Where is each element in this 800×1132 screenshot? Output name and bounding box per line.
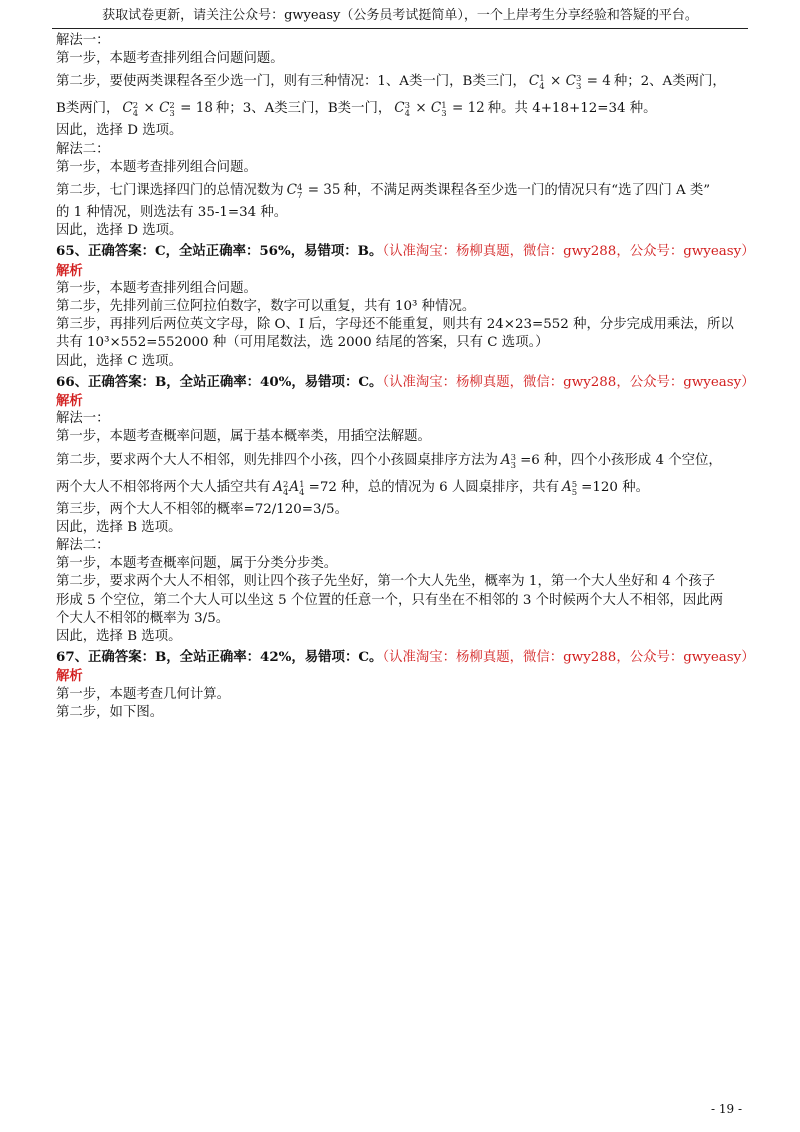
- page-header: 获取试卷更新，请关注公众号：gwyeasy（公务员考试挺简单），一个上岸考生分享经验和答疑的平台。: [52, 6, 748, 29]
- step-line: 第一步，本题考查概率问题，属于基本概率类，用插空法解题。: [56, 429, 431, 445]
- step-line: 个大人不相邻的概率为 3/5。: [56, 610, 230, 626]
- formula-a-5-5: A 5 5: [562, 478, 578, 498]
- step-line: 第一步，本题考查排列组合问题。: [56, 280, 257, 296]
- step-line: 共有 10³×552=552000 种（可用尾数法，选 2000 结尾的答案，只有 C 选项。）: [56, 335, 549, 351]
- question-65-answer-header: 65、正确答案：C，全站正确率：56%，易错项：B。（认准淘宝：杨柳真题，微信：gwy288，公众号：gwyeasy）: [56, 243, 755, 260]
- conclusion-line: 因此，选择 D 选项。: [56, 223, 183, 239]
- step-line: 第二步，要求两个大人不相邻，则先排四个小孩，四个小孩圆桌排序方法为 A 3 3 =6 种，四个小孩形成 4 个空位，: [56, 451, 722, 471]
- step-line: 第三步，再排列后两位英文字母，除 O、I 后，字母还不能重复，则共有 24×23=552 种，分步完成用乘法，所以: [56, 317, 734, 333]
- analysis-label: 解析: [56, 393, 83, 410]
- step-line: 第一步，本题考查排列组合问题。: [56, 159, 257, 175]
- formula-c-4-2-c-3-2: C 2 4 × C 2 3 = 18: [122, 100, 213, 120]
- step-line: 第二步，要使两类课程各至少选一门，则有三种情况：1、A类一门，B类三门， C 1 4 × C 3 3 = 4 种；2、A类两门，: [56, 73, 726, 93]
- promo-text: （认准淘宝：杨柳真题，微信：gwy288，公众号：gwyeasy）: [382, 374, 755, 390]
- promo-text: （认准淘宝：杨柳真题，微信：gwy288，公众号：gwyeasy）: [382, 650, 755, 666]
- formula-c-7-4: C 4 7 = 35: [286, 182, 341, 202]
- page-content: [56, 32, 755, 722]
- step-line: 第二步，先排列前三位阿拉伯数字，数字可以重复，共有 10³ 种情况。: [56, 299, 476, 315]
- step-line: 形成 5 个空位，第二个大人可以坐这 5 个位置的任意一个，只有坐在不相邻的 3 个时候两个大人不相邻，因此两: [56, 592, 724, 608]
- step-line: 第二步，要求两个大人不相邻，则让四个孩子先坐好，第一个大人先坐，概率为 1，第一个大人坐好和 4 个孩子: [56, 574, 716, 590]
- step-line: 第一步，本题考查排列组合问题问题。: [56, 51, 284, 67]
- step-line: 第三步，两个大人不相邻的概率=72/120=3/5。: [56, 501, 348, 517]
- step-line: 的 1 种情况，则选法有 35-1=34 种。: [56, 205, 288, 221]
- analysis-label: 解析: [56, 262, 83, 279]
- conclusion-line: 因此，选择 C 选项。: [56, 353, 182, 369]
- step-line: 两个大人不相邻将两个大人插空共有 A 2 4 A 1 4 =72 种，总的情况为 6 人圆桌排序，共有 A 5 5 =120 种。: [56, 478, 649, 498]
- question-67-answer-header: 67、正确答案：B，全站正确率：42%，易错项：C。（认准淘宝：杨柳真题，微信：gwy288，公众号：gwyeasy）: [56, 649, 755, 666]
- conclusion-line: 因此，选择 D 选项。: [56, 123, 183, 139]
- step-line: 第二步，如下图。: [56, 704, 164, 720]
- step-line: B类两门， C 2 4 × C 2 3 = 18 种；3、A类三门，B类一门， C 3 4 × C 1 3 = 12 种。共 4+18+12=34 种。: [56, 100, 657, 120]
- conclusion-line: 因此，选择 B 选项。: [56, 519, 182, 535]
- formula-c-4-1-c-3-3: C 1 4 × C 3 3 = 4: [528, 73, 611, 93]
- step-line: 第一步，本题考查几何计算。: [56, 686, 231, 702]
- step-line: 第二步，七门课选择四门的总情况数为 C 4 7 = 35 种，不满足两类课程各至少选一门的情况只有“选了四门 A 类”: [56, 182, 711, 202]
- page-number: - 19 -: [710, 1102, 742, 1116]
- conclusion-line: 因此，选择 B 选项。: [56, 629, 182, 645]
- formula-a-4-2-a-4-1: A 2 4 A 1 4: [273, 478, 305, 498]
- analysis-label: 解析: [56, 668, 83, 685]
- method-label: 解法一：: [56, 411, 110, 427]
- question-66-answer-header: 66、正确答案：B，全站正确率：40%，易错项：C。（认准淘宝：杨柳真题，微信：gwy288，公众号：gwyeasy）: [56, 373, 755, 390]
- method-label: 解法二：: [56, 538, 110, 554]
- formula-a-3-3: A 3 3: [500, 451, 517, 471]
- step-line: 第一步，本题考查概率问题，属于分类分步类。: [56, 556, 338, 572]
- method-label: 解法一：: [56, 33, 110, 48]
- promo-text: （认准淘宝：杨柳真题，微信：gwy288，公众号：gwyeasy）: [382, 244, 755, 260]
- formula-c-4-3-c-3-1: C 3 4 × C 1 3 = 12: [394, 100, 485, 120]
- method-label: 解法二：: [56, 141, 110, 157]
